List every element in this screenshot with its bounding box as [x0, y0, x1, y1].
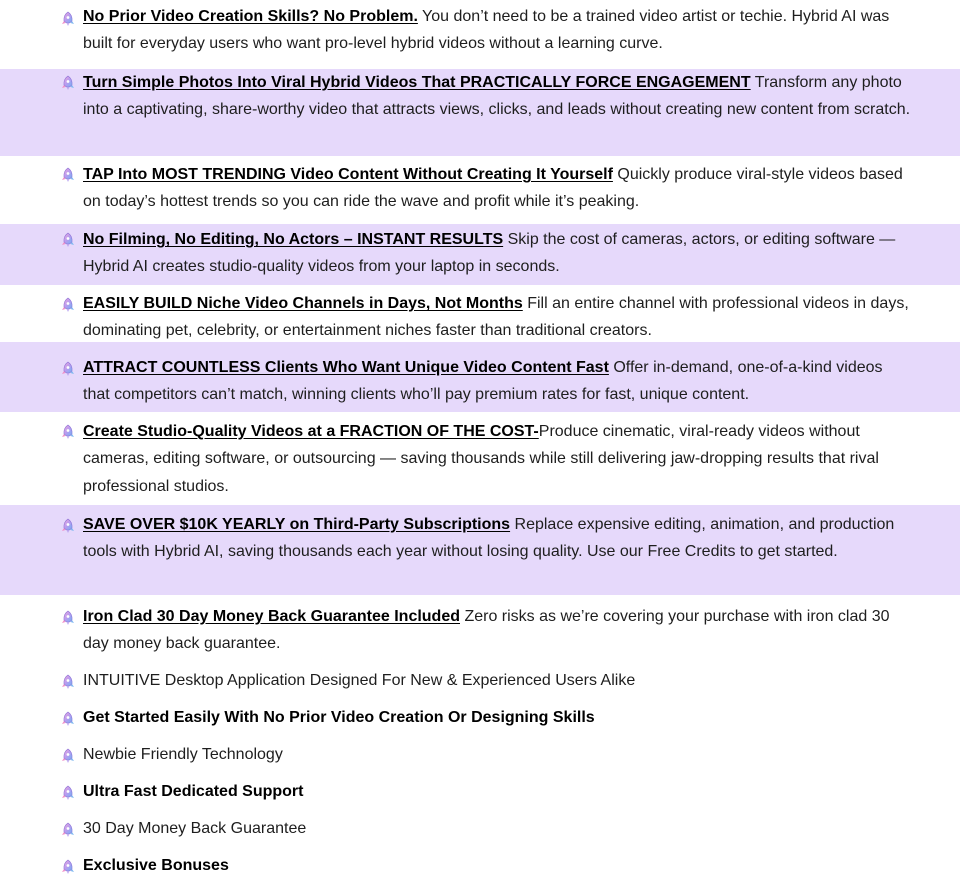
rocket-sparkle-icon [60, 230, 76, 246]
rocket-sparkle-icon [60, 422, 76, 438]
list-item [0, 0, 960, 69]
item-lead: Exclusive Bonuses [83, 857, 229, 874]
list-item [0, 741, 960, 778]
rocket-sparkle-icon [60, 746, 76, 762]
list-item [0, 505, 960, 595]
item-lead: Turn Simple Photos Into Viral Hybrid Videos That PRACTICALLY FORCE ENGAGEMENT [83, 74, 751, 91]
item-text: Newbie Friendly Technology [83, 746, 283, 763]
item-lead: No Filming, No Editing, No Actors – INSTANT RESULTS [83, 231, 504, 248]
list-item [0, 224, 960, 285]
list-item [0, 778, 960, 815]
list-item [0, 156, 960, 224]
list-item [0, 285, 960, 342]
rocket-sparkle-icon [60, 165, 76, 181]
item-text: 30 Day Money Back Guarantee [83, 820, 307, 837]
item-text: Produce cinematic, viral-ready videos without cameras, editing software, or outsourcing — saving thousands while still delivering jaw-dropping results that rival professional studios. [83, 423, 879, 495]
item-text: Quickly produce viral-style videos based on today’s hottest trends so you can ride the wave and profit while it’s peaking. [83, 166, 903, 211]
item-text: Offer in-demand, one-of-a-kind videos that competitors can’t match, winning clients who’ll pay premium rates for fast, unique content. [83, 359, 883, 404]
list-item [0, 852, 960, 889]
item-lead: Ultra Fast Dedicated Support [83, 783, 304, 800]
item-text: INTUITIVE Desktop Application Designed For New & Experienced Users Alike [83, 672, 636, 689]
rocket-sparkle-icon [60, 783, 76, 799]
item-text: Fill an entire channel with professional videos in days, dominating pet, celebrity, or entertainment niches faster than traditional creators. [83, 295, 909, 340]
item-lead: Get Started Easily With No Prior Video Creation Or Designing Skills [83, 709, 595, 726]
list-item [0, 69, 960, 156]
item-lead: Iron Clad 30 Day Money Back Guarantee Included [83, 608, 460, 625]
item-lead: ATTRACT COUNTLESS Clients Who Want Unique Video Content Fast [83, 359, 609, 376]
item-text: Zero risks as we’re covering your purchase with iron clad 30 day money back guarantee. [83, 608, 890, 653]
rocket-sparkle-icon [60, 672, 76, 688]
item-text: You don’t need to be a trained video artist or techie. Hybrid AI was built for everyday users who want pro-level hybrid videos without a learning curve. [83, 8, 890, 53]
item-lead: No Prior Video Creation Skills? No Problem. [83, 8, 418, 25]
rocket-sparkle-icon [60, 709, 76, 725]
rocket-sparkle-icon [60, 295, 76, 311]
rocket-sparkle-icon [60, 73, 76, 89]
list-item [0, 667, 960, 704]
list-item [0, 412, 960, 505]
item-lead: TAP Into MOST TRENDING Video Content Without Creating It Yourself [83, 166, 613, 183]
list-item [0, 342, 960, 412]
item-text: Transform any photo into a captivating, share-worthy video that attracts views, clicks, and leads without creating new content from scratch. [83, 74, 911, 119]
item-text: Skip the cost of cameras, actors, or editing software — Hybrid AI creates studio-quality videos from your laptop in seconds. [83, 231, 896, 276]
item-lead: SAVE OVER $10K YEARLY on Third-Party Subscriptions [83, 516, 511, 533]
item-lead: EASILY BUILD Niche Video Channels in Days, Not Months [83, 295, 523, 312]
item-lead: Create Studio-Quality Videos at a FRACTION OF THE COST- [83, 423, 539, 440]
list-item [0, 595, 960, 667]
rocket-sparkle-icon [60, 820, 76, 836]
rocket-sparkle-icon [60, 857, 76, 873]
rocket-sparkle-icon [60, 9, 76, 25]
rocket-sparkle-icon [60, 608, 76, 624]
item-text: Replace expensive editing, animation, and production tools with Hybrid AI, saving thousands each year without losing quality. Use our Free Credits to get started. [83, 516, 895, 561]
list-item [0, 815, 960, 852]
list-item [0, 704, 960, 741]
rocket-sparkle-icon [60, 359, 76, 375]
rocket-sparkle-icon [60, 516, 76, 532]
